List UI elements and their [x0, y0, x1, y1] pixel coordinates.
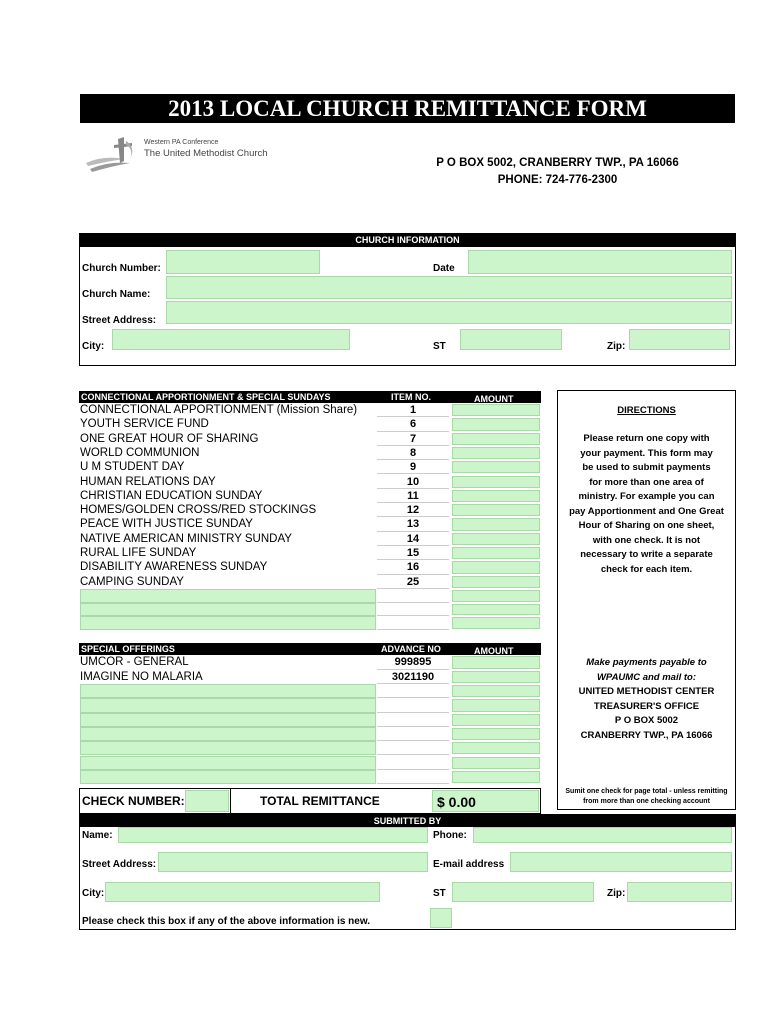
- total-remittance-field[interactable]: [432, 790, 539, 812]
- submitter-zip-field[interactable]: [627, 882, 732, 902]
- mail-address-line: CRANBERRY TWP., PA 16066: [580, 729, 713, 741]
- mail-address-line: UNITED METHODIST CENTER: [578, 686, 715, 697]
- table-row: [79, 616, 541, 630]
- zip-label: Zip:: [607, 341, 626, 352]
- church-name-field[interactable]: [166, 276, 732, 299]
- special-offerings-header: [79, 643, 541, 655]
- amount-field[interactable]: [452, 418, 540, 430]
- row-label: NATIVE AMERICAN MINISTRY SUNDAY: [80, 532, 292, 545]
- logo-line-2: The United Methodist Church: [144, 148, 268, 159]
- directions-box: [557, 390, 736, 810]
- row-number: 11: [377, 489, 449, 503]
- new-info-label: Please check this box if any of the above information is new.: [82, 916, 371, 927]
- street-address-label: Street Address:: [82, 315, 157, 326]
- date-label: Date: [433, 263, 455, 274]
- table-row: [79, 560, 541, 574]
- table-row: [79, 489, 541, 503]
- table-row: [79, 432, 541, 446]
- row-number: 13: [377, 517, 449, 531]
- date-field[interactable]: [468, 250, 732, 274]
- state-field[interactable]: [460, 329, 562, 350]
- row-label-field[interactable]: [80, 684, 376, 698]
- submitter-street-field[interactable]: [158, 852, 428, 872]
- state-label: ST: [433, 341, 446, 352]
- row-number[interactable]: [377, 698, 449, 712]
- row-number[interactable]: [377, 603, 449, 617]
- apportionment-header: [79, 391, 541, 403]
- row-number: 8: [377, 446, 449, 460]
- amount-field[interactable]: [452, 533, 540, 545]
- amount-field[interactable]: [452, 714, 540, 726]
- amount-field[interactable]: [452, 671, 540, 684]
- directions-line: Please return one copy with: [583, 433, 710, 444]
- amount-field[interactable]: [452, 476, 540, 488]
- row-number[interactable]: [377, 741, 449, 755]
- table-row: [79, 684, 541, 698]
- check-total-row: [79, 788, 541, 814]
- row-label: HUMAN RELATIONS DAY: [80, 475, 216, 488]
- row-label-field[interactable]: [80, 713, 376, 727]
- table-row: [79, 403, 541, 417]
- directions-line: pay Apportionment and One Great: [569, 505, 724, 517]
- city-field[interactable]: [112, 329, 350, 350]
- city-label: City:: [82, 341, 105, 352]
- street-address-field[interactable]: [166, 301, 732, 324]
- amount-field[interactable]: [452, 547, 540, 559]
- amount-field[interactable]: [452, 728, 540, 740]
- row-number: 6: [377, 417, 449, 431]
- row-label: CONNECTIONAL APPORTIONMENT (Mission Share): [80, 404, 358, 416]
- church-name-label: Church Name:: [82, 289, 151, 300]
- table-row: [79, 770, 541, 784]
- apportionment-title: CONNECTIONAL APPORTIONMENT & SPECIAL SUNDAYS: [81, 392, 331, 402]
- directions-title: DIRECTIONS: [617, 405, 676, 416]
- phone-label: Phone:: [433, 830, 467, 841]
- row-number[interactable]: [377, 727, 449, 741]
- church-number-label: Church Number:: [82, 263, 161, 274]
- amount-field[interactable]: [452, 447, 540, 459]
- table-row: [79, 532, 541, 546]
- amount-field[interactable]: [452, 771, 540, 783]
- address-line-1: P O BOX 5002, CRANBERRY TWP., PA 16066: [436, 157, 679, 169]
- amount-field[interactable]: [452, 604, 540, 616]
- table-row: [79, 546, 541, 560]
- table-row: [79, 575, 541, 589]
- row-label: RURAL LIFE SUNDAY: [80, 547, 197, 559]
- amount-field[interactable]: [452, 404, 540, 416]
- conference-logo: [84, 133, 268, 175]
- row-number: 15: [377, 546, 449, 560]
- advance-no-header: ADVANCE NO: [381, 644, 441, 654]
- table-row: [79, 741, 541, 755]
- amount-field[interactable]: [452, 685, 540, 697]
- payable-line-1: Make payments payable to: [586, 657, 707, 668]
- row-label: UMCOR - GENERAL: [80, 656, 189, 668]
- amount-field[interactable]: [452, 518, 540, 530]
- row-number: 9: [377, 460, 449, 474]
- table-row: [79, 503, 541, 517]
- amount-field[interactable]: [452, 561, 540, 573]
- amount-field[interactable]: [452, 590, 540, 602]
- amount-field[interactable]: [452, 742, 540, 754]
- table-row: [79, 698, 541, 712]
- row-number: 16: [377, 560, 449, 574]
- row-number[interactable]: [377, 713, 449, 727]
- row-number: 14: [377, 532, 449, 546]
- row-number[interactable]: [377, 589, 449, 603]
- amount-field[interactable]: [452, 490, 540, 502]
- amount-field[interactable]: [452, 699, 540, 711]
- submitter-state-label: ST: [433, 888, 446, 899]
- row-label-field[interactable]: [80, 727, 376, 741]
- amount-field[interactable]: [452, 433, 540, 445]
- check-number-label: CHECK NUMBER:: [82, 794, 185, 808]
- row-label: IMAGINE NO MALARIA: [80, 670, 203, 683]
- row-number: 12: [377, 503, 449, 517]
- row-label: U M STUDENT DAY: [80, 461, 185, 474]
- phone-field[interactable]: [473, 827, 732, 843]
- special-offerings-title: SPECIAL OFFERINGS: [81, 644, 175, 654]
- directions-line: be used to submit payments: [582, 462, 711, 473]
- name-field[interactable]: [118, 827, 428, 843]
- table-row: [79, 517, 541, 531]
- row-number: 10: [377, 475, 449, 489]
- table-row: [79, 727, 541, 741]
- total-remittance-label: TOTAL REMITTANCE: [260, 794, 380, 808]
- payable-line-2: WPAUMC and mail to:: [596, 672, 697, 683]
- row-label-field[interactable]: [80, 741, 376, 755]
- church-info-header: CHURCH INFORMATION: [80, 234, 735, 247]
- submitter-zip-label: Zip:: [607, 888, 626, 899]
- row-number: 1: [377, 403, 449, 417]
- row-label-field[interactable]: [80, 770, 376, 784]
- new-info-checkbox[interactable]: [430, 908, 452, 928]
- submitter-state-field[interactable]: [452, 882, 594, 902]
- row-label: ONE GREAT HOUR OF SHARING: [80, 432, 259, 445]
- page-title: 2013 LOCAL CHURCH REMITTANCE FORM: [80, 94, 735, 123]
- table-row: [79, 475, 541, 489]
- directions-line: your payment. This form may: [580, 447, 713, 459]
- submitter-street-label: Street Address:: [82, 859, 157, 870]
- directions-line: ministry. For example you can: [578, 491, 715, 502]
- row-label: HOMES/GOLDEN CROSS/RED STOCKINGS: [80, 504, 317, 517]
- row-number: 3021190: [377, 670, 449, 685]
- table-row: [79, 670, 541, 685]
- name-label: Name:: [82, 830, 113, 841]
- check-divider: [230, 789, 231, 813]
- row-label: CHRISTIAN EDUCATION SUNDAY: [80, 489, 263, 502]
- directions-line: Hour of Sharing on one sheet,: [578, 520, 715, 531]
- mail-address-line: P O BOX 5002: [614, 715, 679, 726]
- directions-line: check for each item.: [600, 563, 693, 575]
- row-number: 25: [377, 575, 449, 589]
- table-row: [79, 603, 541, 617]
- row-number[interactable]: [377, 684, 449, 698]
- row-number[interactable]: [377, 616, 449, 630]
- mail-address-line: TREASURER'S OFFICE: [593, 700, 700, 712]
- row-number: 999895: [377, 655, 449, 670]
- row-label: WORLD COMMUNION: [80, 446, 200, 459]
- directions-line: with one check. It is not: [592, 534, 701, 546]
- directions-text: [558, 432, 735, 577]
- zip-field[interactable]: [629, 329, 730, 350]
- table-row: [79, 417, 541, 431]
- row-label: YOUTH SERVICE FUND: [80, 418, 209, 431]
- table-row: [79, 589, 541, 603]
- row-label-field[interactable]: [80, 603, 376, 617]
- mailing-address: [558, 685, 735, 743]
- special-amount-header: AMOUNT: [474, 646, 514, 656]
- amount-header: AMOUNT: [474, 394, 514, 404]
- item-no-header: ITEM NO.: [391, 392, 431, 402]
- table-row: [79, 460, 541, 474]
- row-label-field[interactable]: [80, 616, 376, 630]
- table-row: [79, 756, 541, 770]
- submitter-city-label: City:: [82, 888, 105, 899]
- amount-field[interactable]: [452, 461, 540, 473]
- row-label-field[interactable]: [80, 698, 376, 712]
- check-number-field[interactable]: [185, 790, 229, 812]
- table-row: [79, 446, 541, 460]
- logo-line-1: Western PA Conference: [144, 139, 219, 146]
- email-label: E-mail address: [433, 859, 505, 870]
- cross-flame-icon: [84, 133, 146, 175]
- check-note-1: Sumit one check for page total - unless remitting: [565, 788, 728, 795]
- directions-line: necessary to write a separate: [580, 549, 713, 560]
- total-remittance-value: $ 0.00: [437, 794, 476, 810]
- row-number[interactable]: [377, 770, 449, 784]
- phone-line: PHONE: 724-776-2300: [497, 174, 618, 186]
- check-note-2: from more than one checking account: [583, 798, 710, 805]
- submitter-city-field[interactable]: [105, 882, 380, 902]
- amount-field[interactable]: [452, 617, 540, 629]
- amount-field[interactable]: [452, 757, 540, 769]
- row-label-field[interactable]: [80, 589, 376, 603]
- row-label: PEACE WITH JUSTICE SUNDAY: [80, 518, 253, 531]
- church-number-field[interactable]: [166, 250, 320, 274]
- submitted-by-header: SUBMITTED BY: [80, 815, 735, 827]
- row-label-field[interactable]: [80, 756, 376, 770]
- row-label: DISABILITY AWARENESS SUNDAY: [80, 561, 268, 574]
- amount-field[interactable]: [452, 656, 540, 669]
- directions-line: for more than one area of: [589, 476, 704, 488]
- row-label: CAMPING SUNDAY: [80, 575, 184, 588]
- amount-field[interactable]: [452, 504, 540, 516]
- table-row: [79, 713, 541, 727]
- row-number: 7: [377, 432, 449, 446]
- table-row: [79, 655, 541, 670]
- row-number[interactable]: [377, 756, 449, 770]
- amount-field[interactable]: [452, 576, 540, 588]
- email-field[interactable]: [510, 852, 732, 872]
